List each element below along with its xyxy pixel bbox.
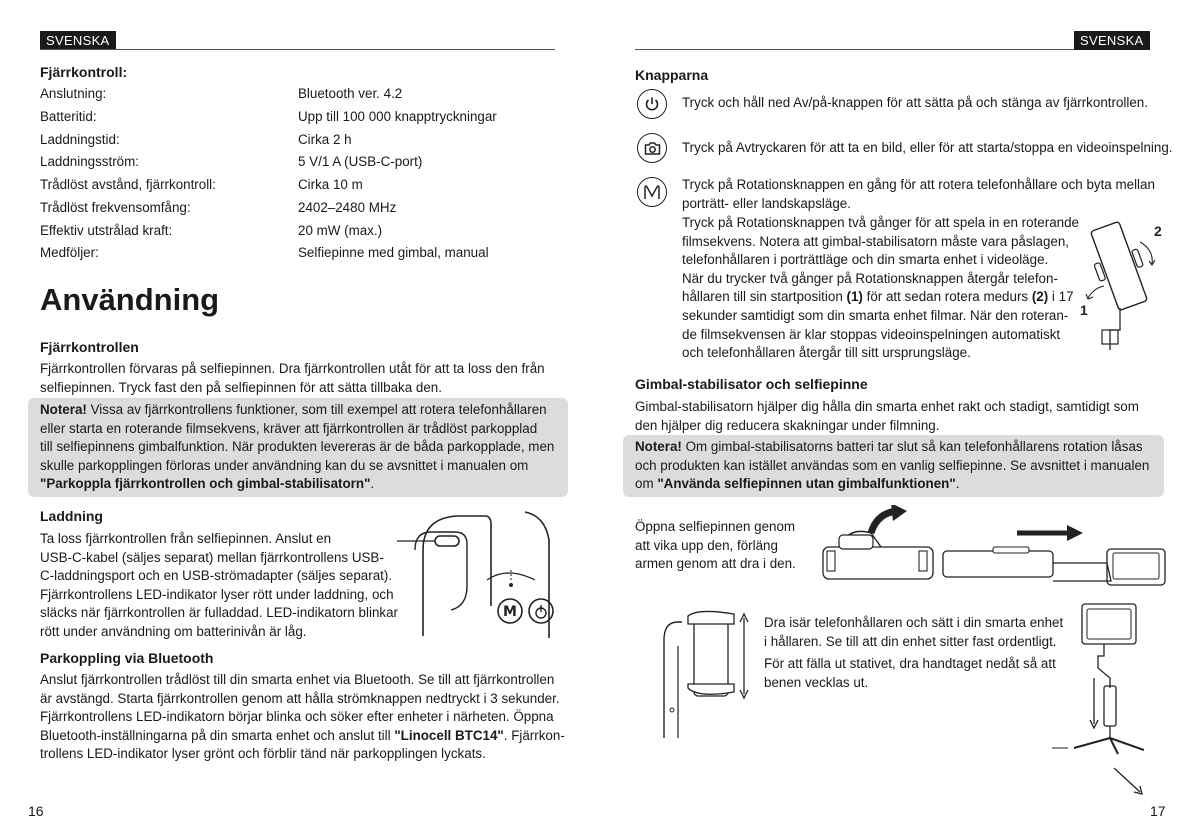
text-line: selfiepinnen. Tryck fast den på selfiepinnen för att sätta tillbaka den. (40, 379, 442, 395)
power-text: Tryck och håll ned Av/på-knappen för att sätta på och stänga av fjärrkontrollen. (682, 95, 1148, 110)
ref-1: (1) (846, 289, 863, 305)
right-page (596, 0, 1191, 839)
text-line: C-laddningsport och en USB-strömadapter (säljes separat). (40, 568, 393, 584)
text-line: När du trycker två gånger på Rotationsknappen återgår telefon- (682, 270, 1058, 286)
text-line: i hållaren. Se till att din enhet sitter fast ordentligt. (764, 633, 1057, 649)
pairing-paragraph (40, 671, 565, 764)
gimbal-heading: Gimbal-stabilisator och selfiepinne (635, 376, 868, 392)
remote-heading: Fjärrkontrollen (40, 339, 139, 355)
note-label: Notera! (40, 402, 87, 417)
spec-label: Medföljer: (40, 245, 99, 260)
fold-extend-illustration (821, 505, 1166, 605)
note-box (28, 398, 568, 497)
text-line: att vika upp den, förläng (635, 537, 778, 553)
text-line: är avstängd. Starta fjärrkontrollen genom att hålla strömknappen nedtryckt i 3 sekunder. (40, 690, 560, 706)
note-line: skulle parkopplingen förloras under användning kan du se avsnittet i manualen om (40, 457, 529, 473)
text-line: armen genom att dra i den. (635, 556, 796, 572)
rotation-paragraph (682, 176, 1155, 213)
text-line: Fjärrkontrollen förvaras på selfiepinnen. Dra fjärrkontrollen utåt för att ta loss den från (40, 361, 545, 376)
note-box (623, 435, 1164, 497)
ref-2: (2) (1031, 289, 1049, 305)
note-text: om (635, 476, 658, 492)
open-paragraph (635, 518, 796, 574)
text-line (682, 288, 1079, 307)
text-line: För att fälla ut stativet, dra handtaget nedåt så att (764, 656, 1056, 671)
spec-label: Trådlöst frekvensomfång: (40, 200, 191, 215)
note-line (28, 475, 568, 494)
text-line: släcks när fjärrkontrollen är fulladdad. LED-indikatorn blinkar (40, 605, 398, 621)
charging-heading: Laddning (40, 508, 103, 524)
holder-separation-illustration (658, 600, 758, 740)
text-line: USB-C-kabel (säljes separat) mellan fjärrkontrollens USB- (40, 549, 384, 565)
text-line: sekunder samtidigt som din smarta enhet filmar. När den roteran- (682, 307, 1069, 323)
page-number: 17 (1150, 803, 1166, 819)
tripod-illustration (1044, 598, 1162, 798)
spec-value: Bluetooth ver. 4.2 (298, 86, 403, 101)
spec-label: Batteritid: (40, 109, 97, 124)
spec-label: Trådlöst avstånd, fjärrkontroll: (40, 177, 216, 192)
text-line: Gimbal-stabilisatorn hjälper dig hålla din smarta enhet rakt och stadigt, samtidigt som (635, 399, 1139, 414)
note-line: och produkten kan istället användas som en vanlig selfiepinne. Se avsnittet i manualen (635, 457, 1150, 473)
note-line (623, 438, 1164, 457)
spec-value: 2402–2480 MHz (298, 200, 397, 215)
text-span: i 17 (1048, 289, 1074, 305)
spec-label: Laddningsström: (40, 154, 139, 169)
spec-value: Cirka 2 h (298, 132, 352, 147)
note-end: . (955, 476, 960, 492)
spec-value: Selfiepinne med gimbal, manual (298, 245, 489, 260)
note-end: . (370, 476, 375, 492)
device-name: "Linocell BTC14" (394, 727, 504, 743)
text-line: Fjärrkontrollens LED-indikator lyser rött under laddning, och (40, 586, 394, 602)
page-number: 16 (28, 803, 44, 819)
text-line: porträtt- eller landskapsläge. (682, 195, 851, 211)
separate-paragraph (764, 614, 1063, 651)
text-line: den hjälper dig reducera skakningar under filmning. (635, 417, 940, 433)
text-line: telefonhållaren i porträttläge och din smarta enhet i videoläge. (682, 252, 1049, 268)
language-tag: SVENSKA (40, 31, 116, 50)
spec-label: Effektiv utstrålad kraft: (40, 223, 173, 238)
text-line: Ta loss fjärrkontrollen från selfiepinnen. Anslut en (40, 531, 332, 546)
note-line (623, 475, 1164, 494)
text-line: benen vecklas ut. (764, 674, 869, 690)
note-line: eller starta en roterande filmsekvens, kräver att fjärrkontrollen är trådlöst parkopplad (40, 420, 538, 436)
note-line (28, 401, 568, 420)
remote-paragraph (40, 360, 545, 397)
note-link: "Parkoppla fjärrkontrollen och gimbal-stabilisatorn" (40, 476, 371, 492)
text-span: för att sedan rotera medurs (862, 289, 1032, 305)
rotation-label-2: 2 (1154, 223, 1162, 239)
spec-label: Laddningstid: (40, 132, 120, 147)
buttons-heading: Knapparna (635, 67, 709, 83)
text-line: filmsekvens. Notera att gimbal-stabilisatorn måste vara påslagen, (682, 233, 1070, 249)
power-icon (637, 89, 667, 119)
text-line: trollens LED-indikator lyser grönt och förblir tänd när parkopplingen lyckats. (40, 746, 486, 762)
note-line: till selfiepinnens gimbalfunktion. När produkten levereras är de båda parkopplade, men (40, 439, 555, 455)
shutter-text: Tryck på Avtryckaren för att ta en bild, eller för att starta/stoppa en videoinspelning. (682, 140, 1173, 155)
pairing-heading: Parkoppling via Bluetooth (40, 650, 214, 666)
text-line: Anslut fjärrkontrollen trådlöst till din smarta enhet via Bluetooth. Se till att fjärrkontrollen (40, 672, 555, 687)
text-line (40, 727, 565, 746)
gimbal-paragraph (635, 398, 1139, 435)
tripod-paragraph (764, 655, 1056, 692)
text-span: . Fjärrkon- (503, 727, 565, 743)
spec-value: Upp till 100 000 knapptryckningar (298, 109, 497, 124)
text-line: rött under användning om batterinivån är låg. (40, 623, 307, 639)
text-line: de filmsekvensen är klar stoppas videoinspelningen automatiskt (682, 326, 1061, 342)
spec-value: 20 mW (max.) (298, 223, 383, 238)
svg-text:M: M (503, 604, 517, 620)
text-line: Tryck på Rotationsknappen två gånger för att spela in en roterande (682, 215, 1079, 230)
left-page (0, 0, 595, 839)
rotation-m-icon (637, 177, 667, 207)
text-span: hållaren till sin startposition (682, 289, 847, 305)
text-line: Tryck på Rotationsknappen en gång för att rotera telefonhållare och byta mellan (682, 177, 1155, 192)
rotation-label-1: 1 (1080, 302, 1088, 318)
text-line: Öppna selfiepinnen genom (635, 519, 796, 534)
text-span: Bluetooth-inställningarna på din smarta enhet och anslut till (40, 727, 395, 743)
language-tag: SVENSKA (1074, 31, 1150, 50)
specs-title: Fjärrkontroll: (40, 64, 128, 80)
text-line: Dra isär telefonhållaren och sätt i din smarta enhet (764, 615, 1064, 630)
rotation-twice-paragraph (682, 214, 1079, 363)
spec-value: 5 V/1 A (USB-C-port) (298, 154, 423, 169)
spec-value: Cirka 10 m (298, 177, 363, 192)
main-heading: Användning (40, 282, 220, 317)
note-text: Om gimbal-stabilisatorns batteri tar slut så kan telefonhållarens rotation låsas (681, 439, 1143, 454)
remote-control-illustration (395, 510, 565, 638)
charging-paragraph (40, 530, 398, 642)
note-text: Vissa av fjärrkontrollens funktioner, som till exempel att rotera telefonhållaren (86, 402, 547, 417)
text-line: Fjärrkontrollens LED-indikatorn börjar blinka och söker efter enheter i närheten. Öppna (40, 709, 554, 725)
camera-icon (637, 133, 667, 163)
header-rule (40, 49, 555, 50)
header-rule (635, 49, 1150, 50)
rotating-holder-illustration (1074, 212, 1164, 357)
note-label: Notera! (635, 439, 682, 454)
text-line: och telefonhållaren återgår till sitt ursprungsläge. (682, 345, 971, 361)
note-link: "Använda selfiepinnen utan gimbalfunktionen" (657, 476, 956, 492)
spec-label: Anslutning: (40, 86, 107, 101)
